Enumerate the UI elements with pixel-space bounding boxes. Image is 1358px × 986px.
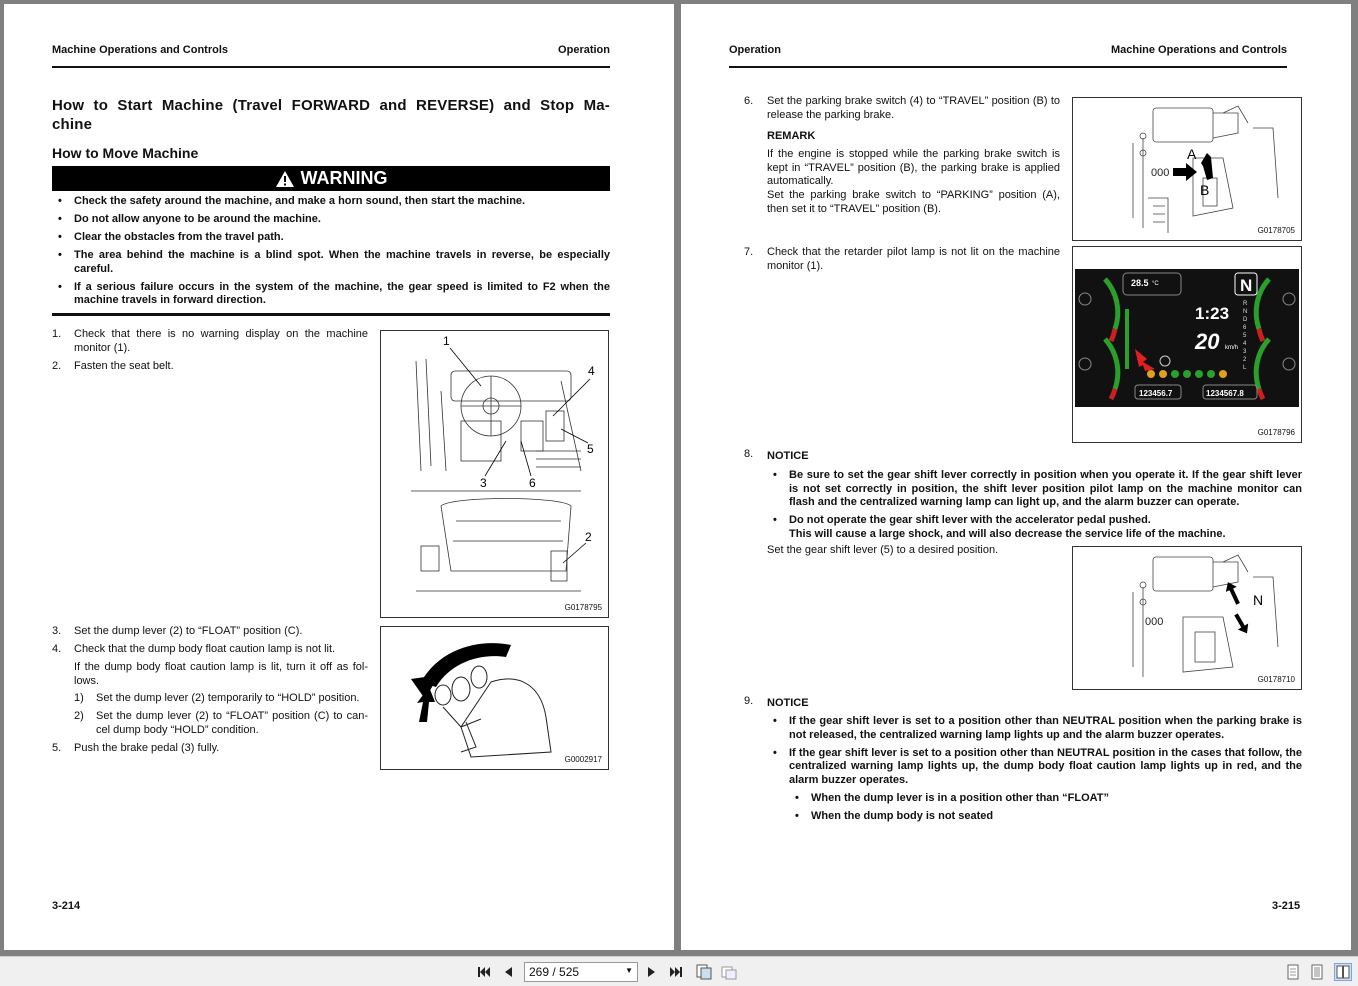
- notice-item: • If the gear shift lever is set to a position other than NEUTRAL position when the parking brake is not released, the centralized warning lamp lights up and the alarm buzzer operates.: [767, 715, 1302, 742]
- figure-cab-overview: [380, 330, 609, 618]
- notice-item: • Be sure to set the gear shift lever correctly in position when you operate it. If the gear shift lever is not set correctly in position, the shift lever position pilot lamp on the machine monitor can flash and the centralized warning lamp can light up, and the alarm buzzer can operate.: [767, 469, 1302, 510]
- figure-machine-monitor: [1072, 246, 1302, 443]
- figure-parking-brake: [1072, 97, 1302, 241]
- substep-number: 1): [74, 692, 84, 704]
- warning-item: • If a serious failure occurs in the system of the machine, the gear speed is limited to F2 when the machine travels in forward direction.: [52, 281, 610, 308]
- continuous-page-icon[interactable]: [1308, 963, 1326, 981]
- step-number: 1.: [52, 328, 62, 340]
- gear-shift-drawing: [1073, 547, 1301, 689]
- notice-item-extra: This will cause a large shock, and will also decrease the service life of the machine.: [789, 527, 1226, 540]
- step-number: 5.: [52, 742, 62, 754]
- warning-item: • Do not allow anyone to be around the machine.: [52, 213, 610, 227]
- warning-label: WARNING: [300, 168, 388, 188]
- label-000: 000: [1145, 616, 1164, 628]
- gear-scale-item: 2: [1243, 357, 1247, 363]
- remark-text-2: Set the parking brake switch to “PARKING” position (A), then set it to “TRAVEL” position (B).: [767, 189, 1060, 215]
- fit-width-icon[interactable]: [720, 963, 738, 981]
- monitor-temperature: 28.5: [1131, 278, 1149, 288]
- cab-line-drawing: [381, 331, 608, 617]
- remark-text-1: If the engine is stopped while the parking brake switch is kept in “TRAVEL” position (B), the parking brake is applied automatically.: [767, 148, 1060, 187]
- position-b-label: B: [1200, 182, 1210, 198]
- step-number: 9.: [744, 695, 754, 707]
- figure-code: G0178710: [1257, 675, 1295, 684]
- monitor-speed-unit: km/h: [1225, 345, 1239, 351]
- step-5: Push the brake pedal (3) fully.: [74, 742, 220, 754]
- warning-triangle-icon: [275, 170, 295, 188]
- next-page-icon[interactable]: [643, 963, 661, 981]
- figure-code: G0178705: [1257, 226, 1295, 235]
- step-2: Fasten the seat belt.: [74, 360, 174, 372]
- callout-1: 1: [443, 334, 450, 348]
- page-number: 3-215: [1272, 900, 1301, 912]
- chevron-down-icon: ▼: [625, 966, 633, 975]
- fit-page-icon[interactable]: [695, 963, 713, 981]
- warning-banner: [52, 166, 610, 191]
- monitor-display: [1075, 269, 1299, 407]
- callout-2: 2: [585, 530, 592, 544]
- header-right: Machine Operations and Controls: [1110, 44, 1287, 56]
- notice-list-8: [767, 469, 1302, 546]
- gear-scale-item: 5: [1243, 333, 1247, 339]
- step-number: 3.: [52, 625, 62, 637]
- title-line-2: chine: [52, 116, 93, 133]
- dump-lever-drawing: [381, 627, 608, 769]
- viewer-toolbar: [0, 956, 1358, 986]
- warning-end-rule: [52, 313, 610, 316]
- callout-5: 5: [587, 442, 594, 456]
- step-number: 2.: [52, 360, 62, 372]
- step-number: 4.: [52, 643, 62, 655]
- gear-scale-item: 6: [1243, 325, 1247, 331]
- callout-6: 6: [529, 476, 536, 490]
- right-page: [681, 4, 1351, 950]
- notice-list-9: [767, 715, 1302, 792]
- monitor-odometer-right: 1234567.8: [1206, 389, 1244, 398]
- left-page: [4, 4, 674, 950]
- header-left: Operation: [729, 44, 781, 56]
- step-number: 7.: [744, 246, 754, 258]
- down-arrow-icon: [1231, 611, 1252, 636]
- monitor-temperature-unit: °C: [1152, 281, 1159, 287]
- step-4-detail: If the dump body float caution lamp is lit, turn it off as fol-lows.: [74, 661, 368, 687]
- notice-item: [767, 514, 1302, 541]
- page-number-display: 269 / 525: [529, 965, 580, 979]
- gear-scale-item: N: [1243, 309, 1248, 315]
- substep-4-1: Set the dump lever (2) temporarily to “HOLD” position.: [96, 692, 360, 704]
- notice-item: • If the gear shift lever is set to a position other than NEUTRAL position in the cases that follow, the centralized warning lamp lights up, the dump body float caution lamp lights up in red, and the alarm buzzer operates.: [767, 747, 1302, 788]
- page-number-select[interactable]: [524, 962, 638, 982]
- step-8: Set the gear shift lever (5) to a desired position.: [767, 544, 999, 556]
- warning-item: • Clear the obstacles from the travel path.: [52, 231, 610, 245]
- two-page-icon[interactable]: [1334, 963, 1352, 981]
- subsection-title: How to Move Machine: [52, 145, 199, 161]
- position-a-label: A: [1187, 146, 1197, 162]
- substep-number: 2): [74, 710, 84, 722]
- gear-scale-item: 4: [1243, 341, 1247, 347]
- position-c-label: C: [417, 681, 425, 692]
- monitor-clock: 1:23: [1195, 304, 1230, 323]
- gear-scale-item: R: [1243, 301, 1248, 307]
- notice-label: NOTICE: [767, 450, 809, 462]
- callout-4: 4: [588, 364, 595, 378]
- step-3: Set the dump lever (2) to “FLOAT” position (C).: [74, 625, 303, 637]
- console-drawing: [1073, 98, 1301, 240]
- warning-list: [52, 195, 610, 312]
- step-4: Check that the dump body float caution lamp is not lit.: [74, 643, 336, 655]
- substep-4-2: Set the dump lever (2) to “FLOAT” position (C) to can-cel dump body “HOLD” condition.: [96, 710, 368, 736]
- gear-scale-item: 3: [1243, 349, 1247, 355]
- monitor-speed: 20: [1195, 329, 1220, 354]
- label-000: 000: [1151, 167, 1170, 179]
- step-number: 8.: [744, 448, 754, 460]
- header-left: Machine Operations and Controls: [52, 44, 229, 56]
- remark-label: REMARK: [767, 130, 816, 142]
- up-arrow-icon: [417, 687, 435, 722]
- right-arrow-icon: [1173, 163, 1197, 181]
- callout-3: 3: [480, 476, 487, 490]
- neutral-label: N: [1253, 592, 1264, 608]
- red-arrow-icon: [1135, 349, 1155, 371]
- page-number: 3-214: [52, 900, 81, 912]
- figure-gear-shift: [1072, 546, 1302, 690]
- title-line-1: How to Start Machine (Travel FORWARD and REVERSE) and Stop Ma-: [52, 97, 610, 114]
- notice-item-text: • Do not operate the gear shift lever with the accelerator pedal pushed.: [789, 514, 1151, 526]
- monitor-odometer-left: 123456.7: [1139, 389, 1173, 398]
- up-arrow-icon: [1222, 580, 1243, 607]
- warning-item: • Check the safety around the machine, and make a horn sound, then start the machine.: [52, 195, 610, 209]
- first-page-icon[interactable]: [475, 963, 493, 981]
- single-page-icon[interactable]: [1284, 963, 1302, 981]
- notice-label: NOTICE: [767, 697, 809, 709]
- prev-page-icon[interactable]: [499, 963, 517, 981]
- notice-subitem: • When the dump lever is in a position other than “FLOAT”: [789, 792, 1302, 806]
- step-7: Check that the retarder pilot lamp is not lit on the machine monitor (1).: [767, 246, 1060, 272]
- figure-dump-lever: [380, 626, 609, 770]
- page-header: [729, 44, 1287, 68]
- notice-sublist-9: [789, 792, 1302, 828]
- warning-item: • The area behind the machine is a blind spot. When the machine travels in reverse, be especially careful.: [52, 249, 610, 276]
- step-1: Check that there is no warning display on the machine monitor (1).: [74, 328, 368, 354]
- step-6: Set the parking brake switch (4) to “TRAVEL” position (B) to release the parking brake.: [767, 95, 1060, 121]
- monitor-gear-indicator: N: [1240, 276, 1253, 295]
- last-page-icon[interactable]: [667, 963, 685, 981]
- page-header: [52, 44, 610, 68]
- header-right: Operation: [558, 44, 610, 56]
- figure-code: G0002917: [564, 755, 602, 764]
- gear-scale-item: D: [1243, 317, 1248, 323]
- figure-code: G0178795: [564, 603, 602, 612]
- monitor-gauges: [1075, 269, 1299, 407]
- gear-scale-item: L: [1243, 365, 1247, 371]
- section-title: [52, 96, 610, 134]
- figure-code: G0178796: [1257, 428, 1295, 437]
- double-arrow-icon: [1201, 153, 1213, 180]
- notice-subitem: • When the dump body is not seated: [789, 810, 1302, 824]
- step-number: 6.: [744, 95, 754, 107]
